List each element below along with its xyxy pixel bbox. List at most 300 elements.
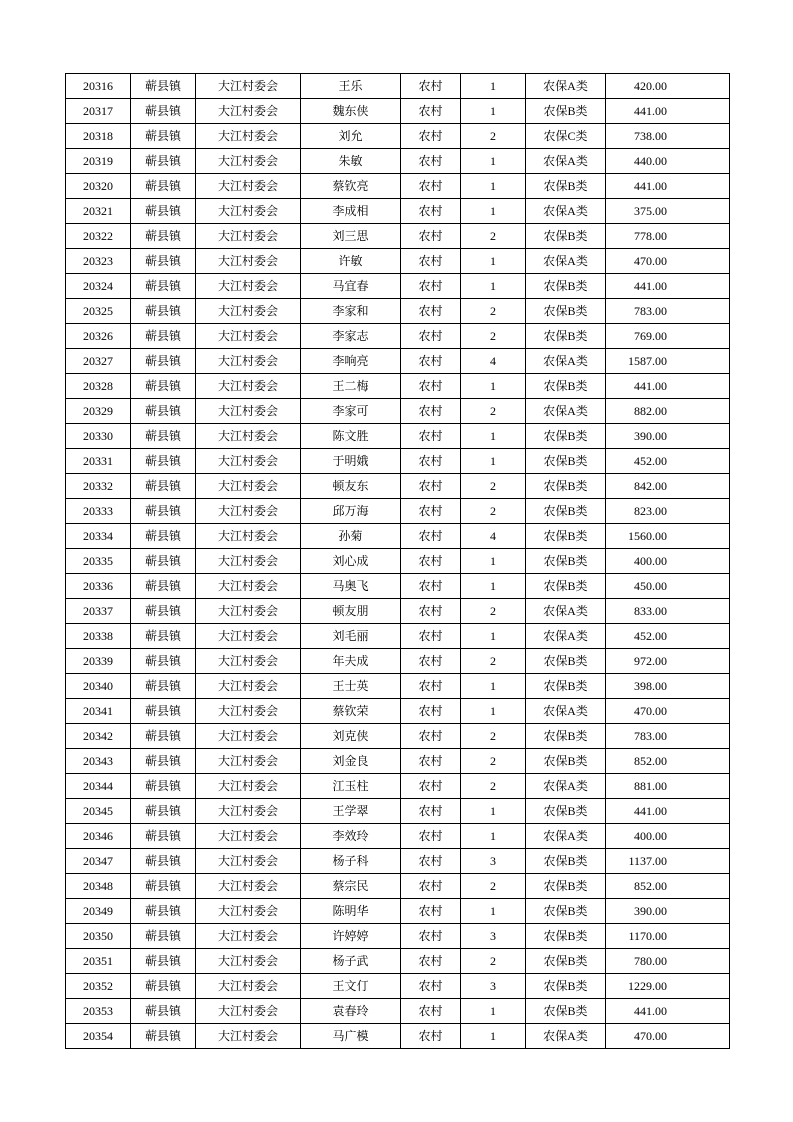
table-cell-amount: 833.00 <box>606 599 730 624</box>
table-cell-insurance-category: 农保B类 <box>526 899 606 924</box>
table-cell-person-name: 于明娥 <box>301 449 401 474</box>
table-cell-amount: 1229.00 <box>606 974 730 999</box>
table-cell-id: 20336 <box>66 574 131 599</box>
table-cell-village-committee: 大江村委会 <box>196 399 301 424</box>
table-cell-village-committee: 大江村委会 <box>196 874 301 899</box>
table-cell-person-count: 2 <box>461 224 526 249</box>
table-cell-village-committee: 大江村委会 <box>196 124 301 149</box>
table-row <box>66 899 730 924</box>
table-cell-id: 20324 <box>66 274 131 299</box>
table-cell-village-committee: 大江村委会 <box>196 824 301 849</box>
table-cell-town: 蕲县镇 <box>131 124 196 149</box>
table-cell-insurance-category: 农保C类 <box>526 124 606 149</box>
table-cell-insurance-category: 农保B类 <box>526 549 606 574</box>
table-cell-id: 20333 <box>66 499 131 524</box>
table-cell-town: 蕲县镇 <box>131 749 196 774</box>
table-cell-id: 20341 <box>66 699 131 724</box>
table-cell-id: 20334 <box>66 524 131 549</box>
table-cell-town: 蕲县镇 <box>131 524 196 549</box>
table-row <box>66 724 730 749</box>
table-cell-person-count: 3 <box>461 974 526 999</box>
table-cell-person-count: 1 <box>461 149 526 174</box>
table-cell-town: 蕲县镇 <box>131 649 196 674</box>
table-cell-insurance-category: 农保B类 <box>526 99 606 124</box>
table-cell-village-committee: 大江村委会 <box>196 449 301 474</box>
table-cell-person-count: 2 <box>461 874 526 899</box>
table-row <box>66 449 730 474</box>
table-cell-town: 蕲县镇 <box>131 824 196 849</box>
table-cell-town: 蕲县镇 <box>131 99 196 124</box>
table-row <box>66 274 730 299</box>
table-row <box>66 649 730 674</box>
table-cell-village-committee: 大江村委会 <box>196 924 301 949</box>
table-cell-amount: 470.00 <box>606 249 730 274</box>
table-cell-amount: 441.00 <box>606 174 730 199</box>
table-cell-person-name: 马广模 <box>301 1024 401 1049</box>
table-row <box>66 149 730 174</box>
table-cell-id: 20319 <box>66 149 131 174</box>
table-row <box>66 749 730 774</box>
table-cell-residence-type: 农村 <box>401 599 461 624</box>
table-cell-person-name: 刘心成 <box>301 549 401 574</box>
table-cell-residence-type: 农村 <box>401 1024 461 1049</box>
table-cell-person-name: 李家和 <box>301 299 401 324</box>
table-cell-insurance-category: 农保B类 <box>526 949 606 974</box>
table-cell-person-name: 刘克侠 <box>301 724 401 749</box>
table-cell-person-name: 王乐 <box>301 74 401 99</box>
table-cell-residence-type: 农村 <box>401 374 461 399</box>
table-cell-person-name: 王二梅 <box>301 374 401 399</box>
table-cell-town: 蕲县镇 <box>131 549 196 574</box>
table-cell-person-name: 李家可 <box>301 399 401 424</box>
table-cell-town: 蕲县镇 <box>131 474 196 499</box>
table-cell-id: 20350 <box>66 924 131 949</box>
table-row <box>66 924 730 949</box>
table-cell-id: 20338 <box>66 624 131 649</box>
table-row <box>66 299 730 324</box>
table-cell-person-count: 2 <box>461 649 526 674</box>
table-cell-village-committee: 大江村委会 <box>196 949 301 974</box>
table-cell-id: 20327 <box>66 349 131 374</box>
table-cell-town: 蕲县镇 <box>131 999 196 1024</box>
table-cell-id: 20325 <box>66 299 131 324</box>
table-cell-town: 蕲县镇 <box>131 74 196 99</box>
table-cell-residence-type: 农村 <box>401 724 461 749</box>
table-cell-person-name: 陈明华 <box>301 899 401 924</box>
table-body <box>66 74 730 1049</box>
table-cell-village-committee: 大江村委会 <box>196 74 301 99</box>
table-cell-id: 20337 <box>66 599 131 624</box>
table-cell-amount: 1560.00 <box>606 524 730 549</box>
table-cell-village-committee: 大江村委会 <box>196 274 301 299</box>
table-cell-residence-type: 农村 <box>401 549 461 574</box>
table-cell-person-count: 3 <box>461 924 526 949</box>
table-cell-person-count: 2 <box>461 749 526 774</box>
table-row <box>66 199 730 224</box>
table-cell-residence-type: 农村 <box>401 199 461 224</box>
table-row <box>66 599 730 624</box>
table-cell-amount: 882.00 <box>606 399 730 424</box>
table-cell-village-committee: 大江村委会 <box>196 299 301 324</box>
table-cell-person-name: 李家志 <box>301 324 401 349</box>
table-cell-village-committee: 大江村委会 <box>196 174 301 199</box>
table-row <box>66 949 730 974</box>
table-cell-residence-type: 农村 <box>401 974 461 999</box>
table-cell-residence-type: 农村 <box>401 149 461 174</box>
table-cell-residence-type: 农村 <box>401 774 461 799</box>
table-cell-residence-type: 农村 <box>401 574 461 599</box>
table-cell-village-committee: 大江村委会 <box>196 799 301 824</box>
table-cell-person-count: 1 <box>461 174 526 199</box>
table-cell-id: 20321 <box>66 199 131 224</box>
table-cell-id: 20316 <box>66 74 131 99</box>
table-cell-id: 20320 <box>66 174 131 199</box>
table-cell-person-count: 1 <box>461 199 526 224</box>
table-cell-person-name: 王学翠 <box>301 799 401 824</box>
table-cell-town: 蕲县镇 <box>131 324 196 349</box>
table-cell-village-committee: 大江村委会 <box>196 649 301 674</box>
table-cell-residence-type: 农村 <box>401 749 461 774</box>
table-cell-insurance-category: 农保B类 <box>526 474 606 499</box>
table-cell-person-name: 年夫成 <box>301 649 401 674</box>
table-cell-residence-type: 农村 <box>401 624 461 649</box>
table-cell-person-count: 1 <box>461 274 526 299</box>
table-cell-id: 20340 <box>66 674 131 699</box>
table-cell-village-committee: 大江村委会 <box>196 899 301 924</box>
table-cell-town: 蕲县镇 <box>131 299 196 324</box>
table-cell-insurance-category: 农保B类 <box>526 649 606 674</box>
table-cell-person-count: 1 <box>461 699 526 724</box>
table-cell-town: 蕲县镇 <box>131 899 196 924</box>
table-cell-person-name: 刘三思 <box>301 224 401 249</box>
table-cell-person-count: 1 <box>461 449 526 474</box>
table-cell-id: 20329 <box>66 399 131 424</box>
table-cell-person-name: 刘金良 <box>301 749 401 774</box>
table-cell-insurance-category: 农保B类 <box>526 574 606 599</box>
table-cell-amount: 852.00 <box>606 874 730 899</box>
table-cell-id: 20323 <box>66 249 131 274</box>
table-cell-residence-type: 农村 <box>401 949 461 974</box>
table-row <box>66 624 730 649</box>
table-cell-residence-type: 农村 <box>401 649 461 674</box>
table-cell-person-name: 邱万海 <box>301 499 401 524</box>
table-cell-town: 蕲县镇 <box>131 249 196 274</box>
table-row <box>66 974 730 999</box>
table-cell-town: 蕲县镇 <box>131 624 196 649</box>
table-row <box>66 74 730 99</box>
table-cell-amount: 452.00 <box>606 449 730 474</box>
table-cell-id: 20318 <box>66 124 131 149</box>
table-cell-village-committee: 大江村委会 <box>196 199 301 224</box>
table-cell-amount: 440.00 <box>606 149 730 174</box>
table-cell-person-name: 顿友东 <box>301 474 401 499</box>
table-row <box>66 374 730 399</box>
table-cell-person-name: 王文仃 <box>301 974 401 999</box>
table-cell-amount: 881.00 <box>606 774 730 799</box>
table-cell-village-committee: 大江村委会 <box>196 374 301 399</box>
data-table <box>65 73 730 1049</box>
table-row <box>66 699 730 724</box>
table-row <box>66 849 730 874</box>
table-cell-person-count: 2 <box>461 399 526 424</box>
table-cell-person-count: 2 <box>461 499 526 524</box>
table-cell-insurance-category: 农保A类 <box>526 824 606 849</box>
table-cell-insurance-category: 农保B类 <box>526 274 606 299</box>
table-row <box>66 424 730 449</box>
table-cell-insurance-category: 农保B类 <box>526 724 606 749</box>
table-row <box>66 574 730 599</box>
table-cell-insurance-category: 农保A类 <box>526 624 606 649</box>
table-cell-residence-type: 农村 <box>401 274 461 299</box>
table-cell-residence-type: 农村 <box>401 174 461 199</box>
table-cell-person-name: 顿友朋 <box>301 599 401 624</box>
table-row <box>66 774 730 799</box>
table-cell-village-committee: 大江村委会 <box>196 749 301 774</box>
table-cell-person-name: 李响亮 <box>301 349 401 374</box>
table-cell-id: 20342 <box>66 724 131 749</box>
table-cell-village-committee: 大江村委会 <box>196 774 301 799</box>
table-cell-town: 蕲县镇 <box>131 149 196 174</box>
table-cell-village-committee: 大江村委会 <box>196 549 301 574</box>
table-cell-person-name: 刘毛丽 <box>301 624 401 649</box>
table-cell-insurance-category: 农保B类 <box>526 499 606 524</box>
table-row <box>66 249 730 274</box>
table-cell-village-committee: 大江村委会 <box>196 349 301 374</box>
table-cell-insurance-category: 农保B类 <box>526 799 606 824</box>
table-cell-town: 蕲县镇 <box>131 349 196 374</box>
table-cell-insurance-category: 农保B类 <box>526 674 606 699</box>
table-cell-insurance-category: 农保B类 <box>526 524 606 549</box>
table-cell-id: 20353 <box>66 999 131 1024</box>
table-cell-person-count: 2 <box>461 949 526 974</box>
table-cell-person-count: 1 <box>461 1024 526 1049</box>
table-row <box>66 349 730 374</box>
table-cell-amount: 1170.00 <box>606 924 730 949</box>
table-row <box>66 874 730 899</box>
table-cell-person-name: 许婷婷 <box>301 924 401 949</box>
table-cell-amount: 450.00 <box>606 574 730 599</box>
table-cell-residence-type: 农村 <box>401 474 461 499</box>
table-cell-person-count: 1 <box>461 99 526 124</box>
table-cell-town: 蕲县镇 <box>131 224 196 249</box>
table-cell-town: 蕲县镇 <box>131 274 196 299</box>
table-cell-village-committee: 大江村委会 <box>196 574 301 599</box>
table-cell-person-count: 1 <box>461 74 526 99</box>
table-cell-amount: 452.00 <box>606 624 730 649</box>
table-cell-amount: 738.00 <box>606 124 730 149</box>
table-cell-amount: 780.00 <box>606 949 730 974</box>
table-cell-residence-type: 农村 <box>401 324 461 349</box>
table-cell-insurance-category: 农保A类 <box>526 599 606 624</box>
table-cell-town: 蕲县镇 <box>131 174 196 199</box>
table-cell-village-committee: 大江村委会 <box>196 674 301 699</box>
table-row <box>66 399 730 424</box>
table-cell-id: 20326 <box>66 324 131 349</box>
table-cell-person-count: 2 <box>461 599 526 624</box>
table-cell-insurance-category: 农保A类 <box>526 349 606 374</box>
table-cell-person-name: 马宜春 <box>301 274 401 299</box>
table-cell-id: 20345 <box>66 799 131 824</box>
table-cell-insurance-category: 农保A类 <box>526 1024 606 1049</box>
table-cell-town: 蕲县镇 <box>131 599 196 624</box>
table-cell-insurance-category: 农保B类 <box>526 374 606 399</box>
table-cell-village-committee: 大江村委会 <box>196 849 301 874</box>
table-cell-insurance-category: 农保B类 <box>526 324 606 349</box>
table-cell-amount: 1587.00 <box>606 349 730 374</box>
table-cell-insurance-category: 农保B类 <box>526 974 606 999</box>
table-row <box>66 674 730 699</box>
table-cell-residence-type: 农村 <box>401 399 461 424</box>
table-cell-amount: 823.00 <box>606 499 730 524</box>
table-cell-insurance-category: 农保A类 <box>526 149 606 174</box>
table-cell-person-name: 魏东侠 <box>301 99 401 124</box>
table-cell-village-committee: 大江村委会 <box>196 499 301 524</box>
table-cell-town: 蕲县镇 <box>131 674 196 699</box>
table-cell-person-name: 陈文胜 <box>301 424 401 449</box>
table-cell-residence-type: 农村 <box>401 899 461 924</box>
table-cell-person-count: 1 <box>461 899 526 924</box>
table-cell-village-committee: 大江村委会 <box>196 474 301 499</box>
table-row <box>66 324 730 349</box>
table-cell-person-name: 蔡钦荣 <box>301 699 401 724</box>
table-cell-id: 20322 <box>66 224 131 249</box>
table-cell-amount: 398.00 <box>606 674 730 699</box>
table-cell-residence-type: 农村 <box>401 124 461 149</box>
table-cell-amount: 390.00 <box>606 424 730 449</box>
table-cell-person-count: 2 <box>461 474 526 499</box>
table-cell-amount: 441.00 <box>606 799 730 824</box>
table-cell-town: 蕲县镇 <box>131 874 196 899</box>
table-cell-town: 蕲县镇 <box>131 499 196 524</box>
table-cell-village-committee: 大江村委会 <box>196 99 301 124</box>
table-cell-id: 20335 <box>66 549 131 574</box>
table-cell-village-committee: 大江村委会 <box>196 524 301 549</box>
table-cell-amount: 420.00 <box>606 74 730 99</box>
table-cell-insurance-category: 农保A类 <box>526 249 606 274</box>
table-cell-amount: 400.00 <box>606 824 730 849</box>
table-cell-id: 20328 <box>66 374 131 399</box>
table-row <box>66 824 730 849</box>
table-row <box>66 1024 730 1049</box>
table-cell-insurance-category: 农保A类 <box>526 399 606 424</box>
table-cell-village-committee: 大江村委会 <box>196 424 301 449</box>
table-cell-residence-type: 农村 <box>401 699 461 724</box>
table-cell-amount: 769.00 <box>606 324 730 349</box>
table-cell-person-name: 王士英 <box>301 674 401 699</box>
table-cell-village-committee: 大江村委会 <box>196 699 301 724</box>
table-cell-person-name: 朱敏 <box>301 149 401 174</box>
table-cell-insurance-category: 农保A类 <box>526 774 606 799</box>
table-cell-person-name: 马奥飞 <box>301 574 401 599</box>
table-cell-insurance-category: 农保B类 <box>526 424 606 449</box>
table-cell-village-committee: 大江村委会 <box>196 324 301 349</box>
table-cell-id: 20352 <box>66 974 131 999</box>
table-cell-amount: 470.00 <box>606 1024 730 1049</box>
table-cell-amount: 783.00 <box>606 299 730 324</box>
table-cell-town: 蕲县镇 <box>131 574 196 599</box>
table-cell-insurance-category: 农保A类 <box>526 699 606 724</box>
table-row <box>66 474 730 499</box>
table-cell-amount: 1137.00 <box>606 849 730 874</box>
table-cell-amount: 842.00 <box>606 474 730 499</box>
table-row <box>66 499 730 524</box>
table-cell-residence-type: 农村 <box>401 224 461 249</box>
table-cell-village-committee: 大江村委会 <box>196 974 301 999</box>
table-cell-id: 20330 <box>66 424 131 449</box>
table-cell-town: 蕲县镇 <box>131 1024 196 1049</box>
table-cell-village-committee: 大江村委会 <box>196 599 301 624</box>
table-cell-person-count: 1 <box>461 424 526 449</box>
table-row <box>66 224 730 249</box>
table-cell-insurance-category: 农保B类 <box>526 174 606 199</box>
table-cell-insurance-category: 农保A类 <box>526 199 606 224</box>
table-cell-insurance-category: 农保B类 <box>526 749 606 774</box>
table-cell-person-count: 1 <box>461 574 526 599</box>
table-cell-id: 20331 <box>66 449 131 474</box>
table-row <box>66 799 730 824</box>
table-cell-person-count: 4 <box>461 524 526 549</box>
table-cell-village-committee: 大江村委会 <box>196 149 301 174</box>
table-cell-person-count: 3 <box>461 849 526 874</box>
table-cell-residence-type: 农村 <box>401 874 461 899</box>
table-cell-person-count: 2 <box>461 324 526 349</box>
table-cell-person-name: 杨子科 <box>301 849 401 874</box>
table-cell-person-count: 2 <box>461 299 526 324</box>
table-cell-person-name: 江玉柱 <box>301 774 401 799</box>
table-cell-person-name: 李成相 <box>301 199 401 224</box>
table-row <box>66 524 730 549</box>
table-cell-person-count: 1 <box>461 624 526 649</box>
table-cell-insurance-category: 农保A类 <box>526 74 606 99</box>
table-row <box>66 549 730 574</box>
table-cell-id: 20348 <box>66 874 131 899</box>
table-cell-insurance-category: 农保B类 <box>526 299 606 324</box>
table-cell-residence-type: 农村 <box>401 99 461 124</box>
table-cell-person-count: 2 <box>461 124 526 149</box>
table-cell-id: 20349 <box>66 899 131 924</box>
table-cell-town: 蕲县镇 <box>131 424 196 449</box>
table-cell-insurance-category: 农保B类 <box>526 449 606 474</box>
table-cell-person-name: 袁春玲 <box>301 999 401 1024</box>
table-cell-person-name: 蔡宗民 <box>301 874 401 899</box>
table-cell-town: 蕲县镇 <box>131 699 196 724</box>
table-cell-town: 蕲县镇 <box>131 924 196 949</box>
table-cell-person-name: 李效玲 <box>301 824 401 849</box>
table-cell-town: 蕲县镇 <box>131 849 196 874</box>
table-cell-insurance-category: 农保B类 <box>526 924 606 949</box>
table-cell-town: 蕲县镇 <box>131 199 196 224</box>
table-cell-amount: 470.00 <box>606 699 730 724</box>
table-cell-insurance-category: 农保B类 <box>526 849 606 874</box>
table-cell-person-name: 许敏 <box>301 249 401 274</box>
table-cell-town: 蕲县镇 <box>131 724 196 749</box>
table-cell-id: 20343 <box>66 749 131 774</box>
table-cell-residence-type: 农村 <box>401 249 461 274</box>
table-cell-residence-type: 农村 <box>401 424 461 449</box>
table-cell-residence-type: 农村 <box>401 349 461 374</box>
table-cell-town: 蕲县镇 <box>131 399 196 424</box>
table-cell-person-count: 1 <box>461 249 526 274</box>
table-cell-amount: 441.00 <box>606 374 730 399</box>
table-cell-id: 20344 <box>66 774 131 799</box>
table-row <box>66 99 730 124</box>
table-cell-town: 蕲县镇 <box>131 374 196 399</box>
table-cell-person-count: 1 <box>461 549 526 574</box>
table-cell-person-name: 孙菊 <box>301 524 401 549</box>
table-cell-amount: 441.00 <box>606 999 730 1024</box>
table-cell-id: 20339 <box>66 649 131 674</box>
table-cell-amount: 375.00 <box>606 199 730 224</box>
